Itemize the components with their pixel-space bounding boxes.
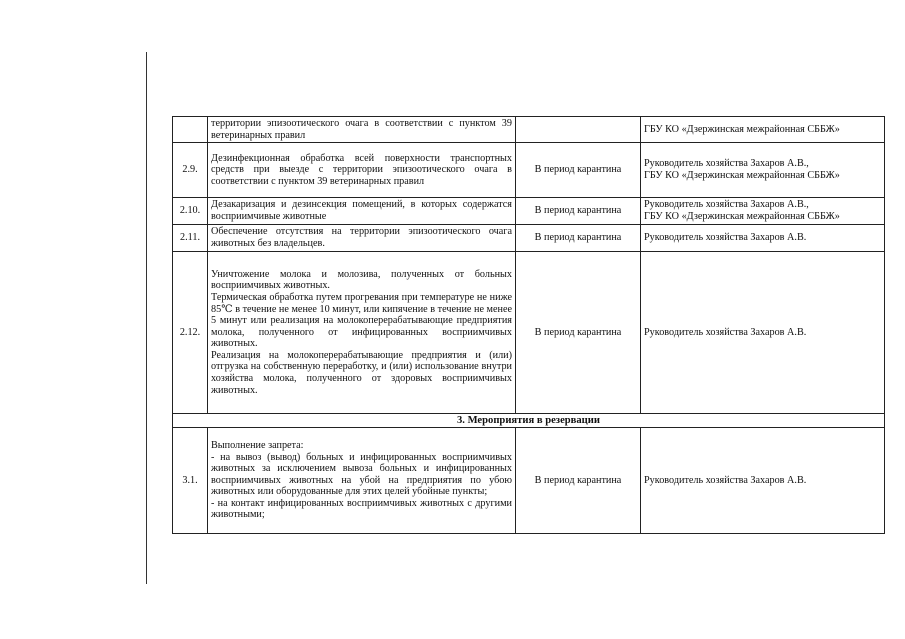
section-title: 3. Мероприятия в резервации	[173, 414, 885, 428]
measure-description	[208, 198, 516, 225]
responsible-line: ГБУ КО «Дзержинская межрайонная СББЖ»	[644, 123, 840, 135]
description-paragraph: Реализация на молокоперерабатывающие предприятия и (или) отгрузка на собственную переработку, и (или) использование внутри хозяйства молока, полученного от здоровых восприимчивых животных.	[211, 349, 512, 396]
row-number: 2.11.	[173, 225, 208, 252]
description-paragraph: - на контакт инфицированных восприимчивых животных с другими животными;	[211, 497, 512, 521]
description-paragraph: Уничтожение молока и молозива, полученных от больных восприимчивых животных.	[211, 268, 512, 292]
table-row	[173, 143, 885, 198]
responsible-line: Руководитель хозяйства Захаров А.В.	[644, 474, 807, 486]
description-paragraph: Термическая обработка путем прогревания при температуре не ниже 85℃ в течение не менее 10 минут, или кипячение в течение не менее 5 минут или реализация на молокоперерабатывающие предприятия молока, полученного от инфицированных восприимчивых животных.	[211, 291, 512, 350]
description-paragraph: - на вывоз (вывод) больных и инфицированных восприимчивых животных за исключением вывоза больных и инфицированных восприимчивых животных на убой на предприятия по убою животных или оборудованные для этих целей убойные пункты;	[211, 451, 512, 498]
responsible-line: Руководитель хозяйства Захаров А.В.	[644, 232, 807, 244]
table-row	[173, 117, 885, 143]
table-row	[173, 225, 885, 252]
description-paragraph: Обеспечение отсутствия на территории эпизоотического очага животных без владельцев.	[211, 226, 512, 249]
measure-description	[208, 225, 516, 252]
measure-description	[208, 428, 516, 534]
measure-description	[208, 143, 516, 198]
measure-responsible	[641, 143, 885, 198]
description-paragraph: Дезинфекционная обработка всей поверхности транспортных средств при выезде с территории эпизоотического очага в соответствии с пунктом 39 ветеринарных правил	[211, 152, 512, 187]
measure-period: В период карантина	[516, 198, 641, 225]
measure-period: В период карантина	[516, 143, 641, 198]
table-row	[173, 252, 885, 414]
measures-table	[172, 116, 885, 534]
responsible-line: Руководитель хозяйства Захаров А.В.	[644, 326, 807, 338]
row-number: 2.10.	[173, 198, 208, 225]
measure-period: В период карантина	[516, 428, 641, 534]
row-number: 2.9.	[173, 143, 208, 198]
measure-description	[208, 117, 516, 143]
table-row	[173, 428, 885, 534]
description-paragraph: Выполнение запрета:	[211, 439, 304, 451]
measure-responsible	[641, 252, 885, 414]
measure-period: В период карантина	[516, 252, 641, 414]
page-margin-line	[146, 52, 147, 584]
table-row	[173, 198, 885, 225]
row-number: 2.12.	[173, 252, 208, 414]
measure-responsible	[641, 117, 885, 143]
description-paragraph: территории эпизоотического очага в соответствии с пунктом 39 ветеринарных правил	[211, 117, 512, 141]
measure-period	[516, 117, 641, 143]
measure-responsible	[641, 428, 885, 534]
row-number: 3.1.	[173, 428, 208, 534]
responsible-line: Руководитель хозяйства Захаров А.В.,	[644, 199, 809, 211]
responsible-line: ГБУ КО «Дзержинская межрайонная СББЖ»	[644, 170, 840, 181]
responsible-line: ГБУ КО «Дзержинская межрайонная СББЖ»	[644, 211, 840, 222]
responsible-line: Руководитель хозяйства Захаров А.В.,	[644, 158, 809, 170]
measure-period: В период карантина	[516, 225, 641, 252]
measure-description	[208, 252, 516, 414]
measure-responsible	[641, 198, 885, 225]
description-paragraph: Дезакаризация и дезинсекция помещений, в которых содержатся восприимчивые животные	[211, 199, 512, 222]
measure-responsible	[641, 225, 885, 252]
row-number	[173, 117, 208, 143]
section-heading-row	[173, 414, 885, 428]
